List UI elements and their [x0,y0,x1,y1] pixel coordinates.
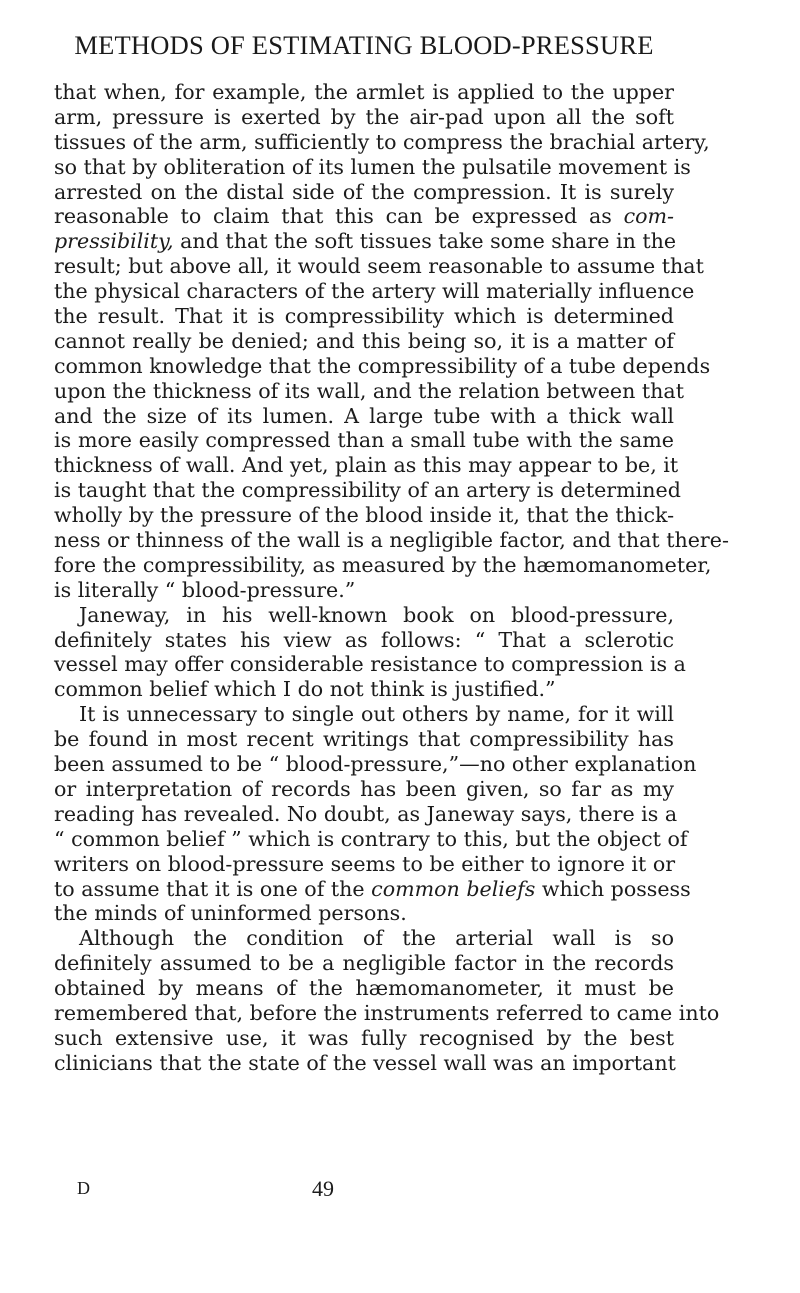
text-run: result; but above all, it would seem reasonable to assume that [54,254,704,279]
text-run: cannot really be denied; and this being so, it is a matter of [54,328,674,353]
italic-text: pressibility, [54,229,174,254]
running-head: METHODS OF ESTIMATING BLOOD-PRESSURE [74,30,654,60]
text-run: arrested on the distal side of the compression. It is surely [54,179,674,204]
text-run: so that by obliteration of its lumen the pulsatile movement is [54,154,691,179]
text-run: is more easily compressed than a small tube with the same [54,428,674,453]
text-line [54,876,691,902]
text-run: and that the soft tissues take some share in the [173,229,677,254]
text-run: fore the compressibility, as measured by the hæmomanometer, [54,552,712,577]
text-line [54,279,695,304]
text-run: and the size of its lumen. A large tube with a thick wall [54,403,674,428]
text-line [54,428,674,453]
text-line [54,826,688,852]
text-line [54,652,686,677]
text-line [54,154,691,180]
text-run: arm, pressure is exerted by the air-pad upon all the soft [54,104,674,129]
text-run: writers on blood-pressure seems to be either to ignore it or [54,851,676,876]
text-line [54,503,674,528]
text-line [54,951,674,976]
text-run: definitely states his view as follows: “ That a sclerotic [54,627,674,652]
body-text [54,80,729,1076]
text-run: thickness of wall. And yet, plain as this may appear to be, it [54,453,679,478]
text-run: Janeway, in his well-known book on blood-pressure, [79,602,674,627]
text-run: is taught that the compressibility of an artery is determined [54,478,681,503]
text-run: wholly by the pressure of the blood inside it, that the thick- [54,503,675,528]
text-run: reading has revealed. No doubt, as Janeway says, there is a [54,801,678,826]
text-line [54,129,710,155]
text-run: common belief which I do not think is justified.” [54,677,556,702]
text-run: obtained by means of the hæmomanometer, it must be [54,976,674,1001]
text-run: definitely assumed to be a negligible factor in the records [54,951,674,976]
text-run: is literally “ blood-pressure.” [54,577,356,602]
text-line [54,727,674,752]
text-line [54,752,697,777]
text-line [54,926,674,951]
text-line [54,976,674,1001]
text-run: which possess [535,876,691,901]
text-run: clinicians that the state of the vessel wall was an important [54,1050,676,1075]
text-line [54,353,711,379]
text-run: ness or thinness of the wall is a negligible factor, and that there- [54,528,729,553]
text-line [54,180,674,205]
text-line [54,254,704,279]
text-run: be found in most recent writings that compressibility has [54,727,674,752]
text-run: common knowledge that the compressibility of a tube depends [54,353,711,378]
text-line [54,80,674,105]
text-line [54,478,681,503]
text-line [54,453,679,478]
text-run: remembered that, before the instruments referred to came into [54,1000,720,1025]
italic-text: com- [623,204,674,229]
text-run: the physical characters of the artery will materially influence [54,279,695,304]
text-line [54,528,729,553]
text-run: such extensive use, it was fully recognised by the best [54,1025,674,1050]
text-run: or interpretation of records has been given, so far as my [54,776,674,801]
text-line [54,677,674,702]
text-line [54,204,674,229]
text-run: “ common belief ” which is contrary to this, but the object of [54,826,688,851]
text-run: It is unnecessary to single out others by name, for it will [79,702,674,727]
text-line [54,702,674,727]
text-line [54,603,674,628]
text-line [54,628,674,653]
text-line [54,852,674,877]
text-line [54,1000,720,1026]
text-run: reasonable to claim that this can be expressed as [54,204,624,229]
text-line [54,801,678,827]
italic-text: common beliefs [371,876,536,901]
text-line [54,578,674,603]
text-run: the minds of uninformed persons. [54,901,407,926]
text-line [54,777,674,802]
signature-mark: D [77,1178,90,1198]
page-number: 49 [312,1176,334,1201]
text-run: upon the thickness of its wall, and the relation between that [54,378,684,403]
text-line [54,229,677,254]
text-line [54,329,674,354]
text-line [54,404,674,429]
text-line [54,304,674,329]
text-run: that when, for example, the armlet is applied to the upper [54,80,674,104]
text-run: tissues of the arm, sufficiently to compress the brachial artery, [54,129,710,154]
text-run: been assumed to be “ blood-pressure,”—no other explanation [54,752,697,777]
text-run: vessel may offer considerable resistance to compression is a [54,652,686,677]
text-run: to assume that it is one of the [54,876,372,901]
text-run: the result. That it is compressibility which is determined [54,304,674,329]
text-line [54,1026,674,1051]
text-line [54,378,684,404]
text-line [54,901,674,926]
text-line [54,1051,674,1076]
text-line [54,105,674,130]
text-line [54,552,712,578]
text-run: Although the condition of the arterial wall is so [79,926,674,951]
